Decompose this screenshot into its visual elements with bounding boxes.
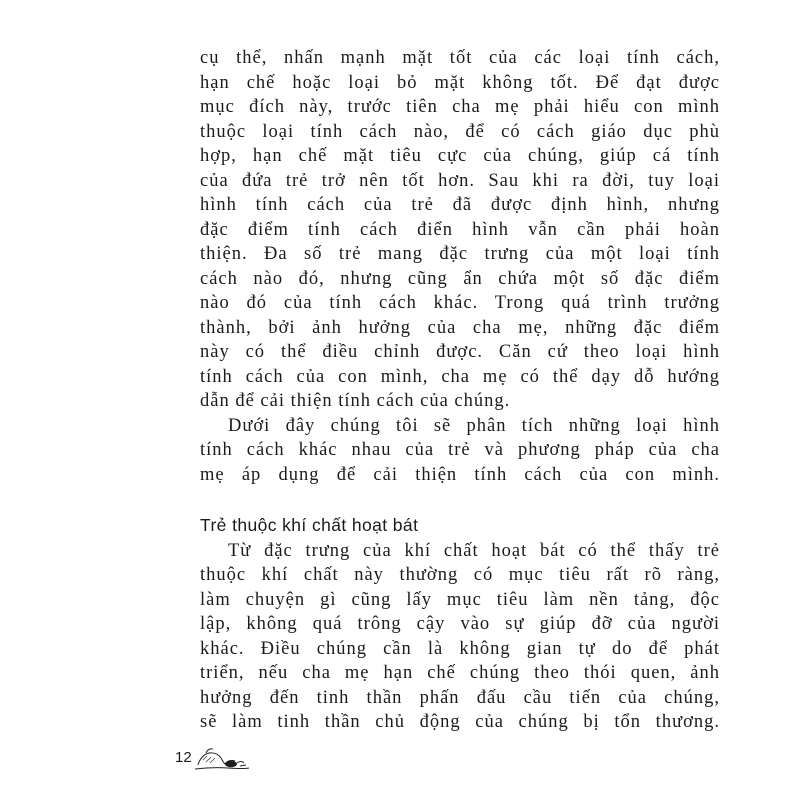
text-line: thiện. Đa số trẻ mang đặc trưng của một loại tính bbox=[200, 244, 720, 264]
text-line: hình tính cách của trẻ đã được định hình, nhưng bbox=[200, 195, 720, 215]
text-line: mục đích này, trước tiên cha mẹ phải hiểu con mình bbox=[200, 97, 720, 117]
text-line: thành, bởi ảnh hưởng của cha mẹ, những đặc điểm bbox=[200, 317, 720, 338]
text-line: cách nào đó, nhưng cũng ẩn chứa một số đặc điểm bbox=[200, 268, 720, 289]
text-line: thuộc loại tính cách nào, để có cách giáo dục phù bbox=[200, 121, 720, 142]
text-line: làm chuyện gì cũng lấy mục tiêu làm nền tảng, độc bbox=[200, 589, 720, 610]
paragraph-overview bbox=[200, 414, 720, 488]
paragraph-intro bbox=[200, 46, 720, 414]
text-line: tính cách của con mình, cha mẹ có thể dạy dỗ hướng bbox=[200, 366, 720, 387]
paragraph-lively-temperament bbox=[200, 539, 720, 735]
reading-child-sketch-icon bbox=[194, 744, 250, 774]
text-line: hưởng đến tinh thần phấn đấu cầu tiến của chúng, bbox=[200, 687, 720, 708]
page-footer bbox=[175, 744, 265, 774]
text-line: hợp, hạn chế mặt tiêu cực của chúng, giúp cá tính bbox=[200, 146, 720, 166]
section-heading: Trẻ thuộc khí chất hoạt bát bbox=[200, 515, 419, 535]
text-line: Dưới đây chúng tôi sẽ phân tích những loại hình bbox=[228, 415, 720, 436]
text-line: triển, nếu cha mẹ hạn chế chúng theo thói quen, ảnh bbox=[200, 663, 720, 683]
text-line: cụ thể, nhấn mạnh mặt tốt của các loại tính cách, bbox=[200, 48, 720, 68]
text-line: tính cách khác nhau của trẻ và phương pháp của cha bbox=[200, 440, 720, 460]
text-line: Từ đặc trưng của khí chất hoạt bát có thể thấy trẻ bbox=[228, 540, 720, 561]
text-line: dẫn để cải thiện tính cách của chúng. bbox=[200, 391, 511, 411]
text-line: mẹ áp dụng để cải thiện tính cách của con mình. bbox=[200, 464, 720, 485]
text-line: nào đó của tính cách khác. Trong quá trình trưởng bbox=[200, 293, 720, 313]
text-line: đặc điểm tính cách điển hình vẫn cần phải hoàn bbox=[200, 219, 720, 240]
text-line: này có thể điều chỉnh được. Căn cứ theo loại hình bbox=[200, 342, 720, 362]
text-line: lập, không quá trông cậy vào sự giúp đỡ của người bbox=[200, 614, 720, 634]
text-line: thuộc khí chất này thường có mục tiêu rất rõ ràng, bbox=[200, 565, 720, 585]
text-line: sẽ làm tinh thần chủ động của chúng bị tổn thương. bbox=[200, 712, 720, 732]
text-line: khác. Điều chúng cần là không gian tự do để phát bbox=[200, 638, 720, 659]
page-number: 12 bbox=[175, 749, 192, 766]
text-line: của đứa trẻ trở nên tốt hơn. Sau khi ra đời, tuy loại bbox=[200, 170, 720, 191]
text-line: hạn chế hoặc loại bỏ mặt không tốt. Để đạt được bbox=[200, 72, 720, 93]
